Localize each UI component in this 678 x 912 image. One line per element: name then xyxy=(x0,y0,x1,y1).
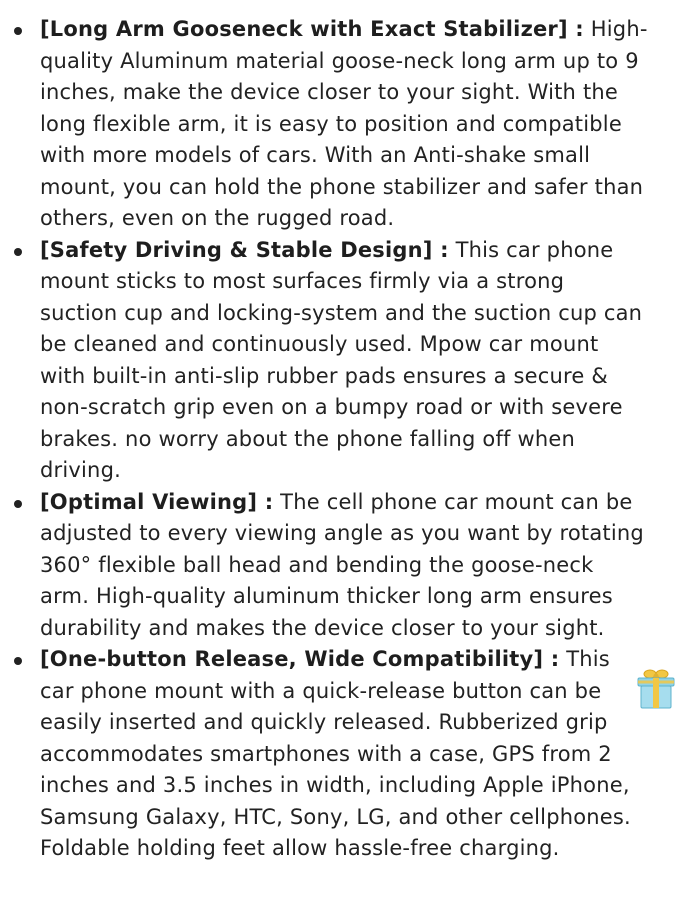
gift-icon[interactable] xyxy=(634,666,678,710)
bullet-body: The cell phone car mount can be adjusted to every viewing angle as you want by rotating 360° flexible ball head and bending the goose-neck arm. High-quality aluminum thicker long arm ensures durability and makes the device closer to your sight. xyxy=(40,489,644,640)
bullet-dot xyxy=(14,248,22,256)
bullet-heading: [Safety Driving & Stable Design] : xyxy=(40,237,449,262)
bullet-item-long-arm xyxy=(0,14,678,235)
bullet-body: This car phone mount with a quick-release button can be easily inserted and quickly released. Rubberized grip accommodates smartphones with a case, GPS from 2 inches and 3.5 inches in width, including Apple iPhone, Samsung Galaxy, HTC, Sony, LG, and other cellphones. Foldable holding feet allow hassle-free charging. xyxy=(40,647,631,860)
bullet-heading: [One-button Release, Wide Compatibility] : xyxy=(40,647,560,671)
bullet-body: High-quality Aluminum material goose-neck long arm up to 9 inches, make the device closer to your sight. With the long flexible arm, it is easy to position and compatible with more models of cars. With an Anti-shake small mount, you can hold the phone stabilizer and safer than others, even on the rugged road. xyxy=(40,17,648,230)
bullet-item-optimal-viewing xyxy=(0,487,678,645)
bullet-body: This car phone mount sticks to most surfaces firmly via a strong suction cup and locking-system and the suction cup can be cleaned and continuously used. Mpow car mount with built-in anti-slip rubber pads ensures a secure & non-scratch grip even on a bumpy road or with severe brakes. no worry about the phone falling off when driving. xyxy=(40,237,643,482)
bullet-heading: [Optimal Viewing] : xyxy=(40,489,274,514)
bullet-item-one-button-release xyxy=(0,644,678,865)
feature-bullet-list xyxy=(0,14,678,865)
bullet-dot xyxy=(14,500,22,508)
bullet-dot xyxy=(14,27,22,35)
bullet-heading: [Long Arm Gooseneck with Exact Stabilizer] : xyxy=(40,17,584,41)
bullet-dot xyxy=(14,657,22,665)
bullet-item-safety-driving xyxy=(0,235,678,487)
